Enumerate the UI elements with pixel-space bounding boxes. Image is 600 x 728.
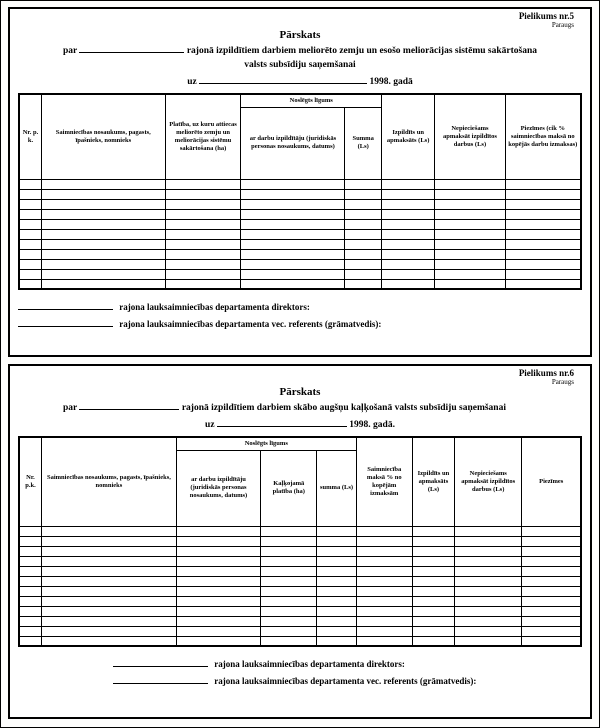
empty-table-row — [19, 546, 581, 556]
empty-cell — [522, 596, 581, 606]
empty-cell — [261, 606, 317, 616]
empty-table-row — [19, 199, 581, 209]
empty-cell — [381, 239, 434, 249]
intro-text: rajonā izpildītiem darbiem skābo augšņu kaļķošanā valsts subsīdiju saņemšanai — [181, 403, 506, 414]
empty-cell — [317, 546, 356, 556]
empty-cell — [505, 209, 581, 219]
empty-cell — [261, 556, 317, 566]
empty-cell — [345, 239, 382, 249]
empty-cell — [455, 596, 522, 606]
empty-cell — [455, 626, 522, 636]
empty-cell — [176, 586, 260, 596]
empty-cell — [345, 179, 382, 189]
column-header: Nepieciešams apmaksāt izpildītos darbus (Ls) — [435, 94, 505, 179]
empty-cell — [381, 189, 434, 199]
empty-cell — [241, 229, 345, 239]
empty-cell — [381, 269, 434, 279]
empty-cell — [435, 229, 505, 239]
group-column-header: Noslēgts līgums — [241, 94, 381, 107]
empty-cell — [261, 566, 317, 576]
empty-table-row — [19, 526, 581, 536]
fill-blank — [217, 417, 347, 427]
empty-cell — [41, 239, 165, 249]
signature-line-referent — [18, 674, 582, 686]
empty-cell — [165, 179, 241, 189]
empty-table-row — [19, 536, 581, 546]
empty-cell — [522, 586, 581, 596]
empty-cell — [435, 239, 505, 249]
empty-cell — [241, 189, 345, 199]
empty-cell — [19, 279, 41, 289]
empty-cell — [241, 239, 345, 249]
empty-cell — [41, 546, 176, 556]
empty-cell — [241, 269, 345, 279]
empty-cell — [455, 586, 522, 596]
empty-table-row — [19, 259, 581, 269]
empty-cell — [505, 249, 581, 259]
empty-cell — [19, 219, 41, 229]
empty-cell — [19, 229, 41, 239]
empty-cell — [261, 586, 317, 596]
empty-cell — [356, 536, 412, 546]
empty-cell — [176, 626, 260, 636]
date-line — [18, 417, 582, 432]
empty-cell — [241, 219, 345, 229]
empty-cell — [455, 576, 522, 586]
empty-cell — [412, 556, 454, 566]
column-header: ar darbu izpildītāju (juridiskās personas nosaukums, datums) — [241, 107, 345, 179]
empty-cell — [176, 606, 260, 616]
intro-line-1 — [18, 43, 582, 58]
empty-cell — [41, 269, 165, 279]
empty-cell — [317, 526, 356, 536]
empty-cell — [41, 626, 176, 636]
empty-cell — [435, 279, 505, 289]
empty-cell — [317, 586, 356, 596]
column-header: Nepieciešams apmaksāt izpildītos darbus (Ls) — [455, 437, 522, 526]
column-header: Summa (Ls) — [345, 107, 382, 179]
form-pielikums-5 — [8, 7, 592, 357]
empty-cell — [317, 616, 356, 626]
empty-table-row — [19, 556, 581, 566]
signature-line-referent — [18, 317, 582, 329]
empty-table-row — [19, 269, 581, 279]
empty-cell — [241, 259, 345, 269]
empty-cell — [241, 209, 345, 219]
empty-cell — [19, 636, 41, 646]
form-pielikums-6 — [8, 364, 592, 719]
empty-cell — [412, 616, 454, 626]
intro-line-2: valsts subsīdiju saņemšanai — [244, 60, 356, 71]
empty-cell — [412, 606, 454, 616]
column-header: Saimniecība maksā % no kopējām izmaksām — [356, 437, 412, 526]
signature-blank — [18, 300, 113, 310]
empty-cell — [317, 566, 356, 576]
empty-cell — [345, 269, 382, 279]
empty-table-row — [19, 566, 581, 576]
empty-cell — [412, 626, 454, 636]
annex-note: Paraugs — [551, 378, 574, 387]
year-text: 1998. gadā. — [349, 420, 395, 431]
empty-cell — [19, 626, 41, 636]
fill-blank — [79, 43, 184, 53]
empty-cell — [176, 616, 260, 626]
empty-cell — [241, 279, 345, 289]
empty-cell — [435, 249, 505, 259]
empty-cell — [261, 546, 317, 556]
empty-cell — [317, 576, 356, 586]
empty-cell — [41, 526, 176, 536]
empty-cell — [41, 219, 165, 229]
empty-cell — [505, 239, 581, 249]
empty-cell — [356, 636, 412, 646]
empty-cell — [356, 546, 412, 556]
empty-cell — [522, 556, 581, 566]
empty-cell — [505, 179, 581, 189]
empty-cell — [19, 566, 41, 576]
column-header: Piezīmes — [522, 437, 581, 526]
annex-label: Pielikums nr.6 — [518, 368, 574, 378]
empty-table-row — [19, 616, 581, 626]
empty-cell — [356, 586, 412, 596]
empty-cell — [317, 556, 356, 566]
empty-cell — [522, 626, 581, 636]
empty-cell — [41, 616, 176, 626]
column-header: Izpildīts un apmaksāts (Ls) — [412, 437, 454, 526]
empty-cell — [412, 536, 454, 546]
empty-cell — [19, 259, 41, 269]
empty-cell — [19, 199, 41, 209]
empty-cell — [345, 229, 382, 239]
empty-cell — [381, 279, 434, 289]
empty-table-row — [19, 229, 581, 239]
empty-cell — [412, 576, 454, 586]
column-header: Saimniecības nosaukums, pagasts, īpašnieks, nomnieks — [41, 94, 165, 179]
empty-cell — [345, 209, 382, 219]
empty-cell — [356, 616, 412, 626]
empty-cell — [165, 239, 241, 249]
empty-cell — [19, 536, 41, 546]
empty-cell — [522, 526, 581, 536]
empty-cell — [356, 576, 412, 586]
column-header: Nr. p.k. — [19, 437, 41, 526]
empty-cell — [261, 526, 317, 536]
empty-cell — [412, 566, 454, 576]
signature-block — [18, 300, 582, 329]
empty-cell — [176, 636, 260, 646]
empty-cell — [435, 209, 505, 219]
signature-text: rajona lauksaimniecības departamenta direktors: — [119, 302, 310, 313]
empty-cell — [165, 219, 241, 229]
annex-note: Paraugs — [551, 21, 574, 30]
annex-block — [18, 368, 582, 386]
empty-cell — [455, 536, 522, 546]
year-text: 1998. gadā — [369, 77, 413, 88]
annex-block — [18, 11, 582, 29]
empty-cell — [345, 219, 382, 229]
column-header: Platība, uz kuru attiecas meliorēto zemju un meliorācijas sistēmu sakārtošana (ha) — [165, 94, 241, 179]
empty-cell — [455, 526, 522, 536]
empty-cell — [435, 199, 505, 209]
empty-cell — [455, 556, 522, 566]
column-header: Izpildīts un apmaksāts (Ls) — [381, 94, 434, 179]
empty-cell — [505, 279, 581, 289]
empty-cell — [412, 586, 454, 596]
uz-label: uz — [205, 420, 215, 431]
empty-cell — [381, 179, 434, 189]
empty-cell — [41, 229, 165, 239]
empty-cell — [176, 576, 260, 586]
par-label: par — [63, 403, 78, 414]
empty-cell — [19, 269, 41, 279]
group-column-header: Noslēgts līgums — [176, 437, 356, 450]
empty-table-row — [19, 586, 581, 596]
empty-cell — [19, 526, 41, 536]
empty-cell — [505, 199, 581, 209]
empty-cell — [455, 616, 522, 626]
empty-cell — [435, 219, 505, 229]
empty-cell — [381, 209, 434, 219]
fill-blank — [199, 74, 367, 84]
empty-cell — [435, 269, 505, 279]
empty-cell — [165, 209, 241, 219]
empty-cell — [455, 606, 522, 616]
empty-cell — [381, 229, 434, 239]
empty-cell — [19, 616, 41, 626]
empty-cell — [176, 566, 260, 576]
empty-cell — [165, 229, 241, 239]
column-header: Kaļķojamā platība (ha) — [261, 450, 317, 526]
signature-blank — [113, 674, 208, 684]
empty-table-row — [19, 279, 581, 289]
empty-cell — [412, 546, 454, 556]
fill-blank — [79, 400, 179, 410]
signature-line-director — [18, 657, 582, 669]
empty-cell — [19, 179, 41, 189]
empty-cell — [505, 259, 581, 269]
empty-table-row — [19, 189, 581, 199]
empty-cell — [41, 209, 165, 219]
empty-table-row — [19, 249, 581, 259]
form-title: Pārskats — [279, 386, 321, 399]
empty-cell — [261, 626, 317, 636]
empty-cell — [176, 556, 260, 566]
empty-cell — [505, 219, 581, 229]
intro-line-1 — [18, 400, 582, 415]
empty-cell — [356, 526, 412, 536]
empty-cell — [41, 596, 176, 606]
empty-cell — [455, 546, 522, 556]
signature-text: rajona lauksaimniecības departamenta vec. referents (grāmatvedis): — [119, 319, 382, 330]
empty-cell — [356, 626, 412, 636]
empty-cell — [41, 536, 176, 546]
empty-cell — [19, 596, 41, 606]
empty-cell — [41, 259, 165, 269]
empty-cell — [317, 536, 356, 546]
signature-blank — [113, 657, 208, 667]
empty-cell — [19, 606, 41, 616]
empty-cell — [505, 189, 581, 199]
empty-cell — [435, 189, 505, 199]
empty-cell — [176, 536, 260, 546]
empty-cell — [522, 606, 581, 616]
empty-cell — [435, 179, 505, 189]
empty-cell — [356, 556, 412, 566]
column-header: Saimniecības nosaukums, pagasts, īpašnieks, nomnieks — [41, 437, 176, 526]
empty-cell — [41, 636, 176, 646]
empty-cell — [165, 249, 241, 259]
empty-cell — [505, 229, 581, 239]
empty-cell — [522, 536, 581, 546]
empty-cell — [412, 526, 454, 536]
empty-cell — [241, 179, 345, 189]
empty-cell — [165, 199, 241, 209]
empty-cell — [41, 279, 165, 289]
empty-cell — [19, 239, 41, 249]
empty-cell — [435, 259, 505, 269]
empty-table-row — [19, 179, 581, 189]
par-label: par — [63, 46, 78, 57]
form-title: Pārskats — [279, 29, 321, 42]
empty-cell — [41, 566, 176, 576]
signature-blank — [18, 317, 113, 327]
empty-cell — [381, 259, 434, 269]
empty-cell — [317, 596, 356, 606]
intro-text: rajonā izpildītiem darbiem meliorēto zemju un esošo meliorācijas sistēmu sakārtošana — [186, 46, 537, 57]
empty-cell — [381, 199, 434, 209]
empty-cell — [261, 596, 317, 606]
empty-cell — [19, 576, 41, 586]
empty-table-row — [19, 239, 581, 249]
empty-cell — [345, 199, 382, 209]
empty-cell — [19, 209, 41, 219]
signature-block — [18, 657, 582, 686]
date-line — [18, 74, 582, 89]
empty-table-row — [19, 596, 581, 606]
empty-cell — [165, 279, 241, 289]
empty-table-row — [19, 576, 581, 586]
empty-cell — [261, 616, 317, 626]
column-header: summa (Ls) — [317, 450, 356, 526]
column-header: Piezīmes (cik % saimniecības maksā no kopējās darbu izmaksas) — [505, 94, 581, 179]
empty-cell — [522, 636, 581, 646]
empty-cell — [165, 269, 241, 279]
empty-cell — [455, 566, 522, 576]
empty-table-row — [19, 209, 581, 219]
empty-cell — [356, 566, 412, 576]
empty-table-row — [19, 219, 581, 229]
uz-label: uz — [187, 77, 197, 88]
empty-cell — [317, 626, 356, 636]
annex-label: Pielikums nr.5 — [518, 11, 574, 21]
column-header: ar darbu izpildītāju (juridiskās personas nosaukums, datums) — [176, 450, 260, 526]
empty-cell — [345, 249, 382, 259]
empty-cell — [261, 636, 317, 646]
empty-cell — [345, 189, 382, 199]
empty-cell — [505, 269, 581, 279]
empty-cell — [41, 249, 165, 259]
empty-cell — [41, 199, 165, 209]
signature-text: rajona lauksaimniecības departamenta vec. referents (grāmatvedis): — [214, 676, 477, 687]
empty-cell — [345, 259, 382, 269]
empty-cell — [261, 576, 317, 586]
empty-cell — [381, 249, 434, 259]
empty-cell — [176, 546, 260, 556]
empty-cell — [261, 536, 317, 546]
empty-cell — [19, 556, 41, 566]
empty-cell — [41, 556, 176, 566]
empty-cell — [455, 636, 522, 646]
signature-line-director — [18, 300, 582, 312]
empty-cell — [41, 189, 165, 199]
empty-cell — [345, 279, 382, 289]
empty-cell — [19, 546, 41, 556]
empty-cell — [356, 606, 412, 616]
empty-cell — [381, 219, 434, 229]
empty-cell — [317, 636, 356, 646]
empty-cell — [522, 546, 581, 556]
empty-cell — [356, 596, 412, 606]
empty-cell — [41, 586, 176, 596]
empty-cell — [317, 606, 356, 616]
empty-cell — [41, 179, 165, 189]
empty-cell — [176, 596, 260, 606]
empty-cell — [19, 249, 41, 259]
empty-cell — [165, 259, 241, 269]
empty-table-row — [19, 606, 581, 616]
empty-cell — [412, 596, 454, 606]
signature-text: rajona lauksaimniecības departamenta direktors: — [214, 659, 405, 670]
empty-table-row — [19, 626, 581, 636]
report-table-kalkosana — [18, 436, 582, 647]
empty-cell — [19, 586, 41, 596]
empty-cell — [41, 576, 176, 586]
empty-cell — [522, 616, 581, 626]
empty-cell — [412, 636, 454, 646]
column-header: Nr. p. k. — [19, 94, 41, 179]
empty-cell — [522, 566, 581, 576]
empty-cell — [522, 576, 581, 586]
empty-table-row — [19, 636, 581, 646]
empty-cell — [165, 189, 241, 199]
empty-cell — [19, 189, 41, 199]
report-table-melioracija — [18, 93, 582, 290]
empty-cell — [241, 199, 345, 209]
empty-cell — [241, 249, 345, 259]
empty-cell — [41, 606, 176, 616]
empty-cell — [176, 526, 260, 536]
